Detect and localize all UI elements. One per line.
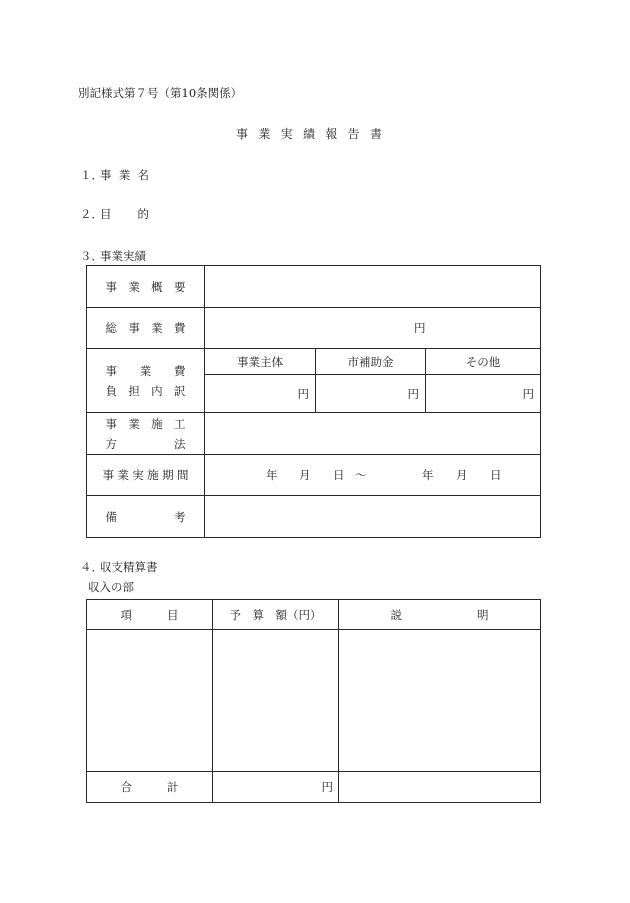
burden-label-line1 <box>106 361 186 381</box>
label-cell <box>87 413 205 455</box>
label-glyph: 間 <box>176 468 189 482</box>
end-year-unit: 年 <box>422 468 434 482</box>
burden-other-value: 円 <box>426 375 541 413</box>
total-cost-label <box>106 321 186 335</box>
period-value <box>205 455 541 496</box>
table-row <box>87 413 541 455</box>
label-glyph: 業 <box>128 279 140 294</box>
label-glyph: 績 <box>302 127 315 141</box>
label-glyph: 告 <box>347 127 360 141</box>
total-cost-value <box>205 308 541 349</box>
item-body-cell <box>87 630 213 772</box>
end-day-unit: 日 <box>490 468 502 482</box>
label-cell <box>87 266 205 308</box>
label-glyph: 法 <box>174 436 186 451</box>
label-glyph: 名 <box>137 168 149 182</box>
label-glyph: 的 <box>137 207 149 221</box>
burden-entity-value: 円 <box>205 375 316 413</box>
form-number: 別記様式第７号（第10条関係） <box>78 86 243 100</box>
total-budget-value: 円 <box>213 772 339 803</box>
label-glyph: 概 <box>151 279 163 294</box>
label-glyph: 実 <box>280 127 293 141</box>
label-glyph: 内 <box>151 383 163 398</box>
label-glyph: 訳 <box>173 383 186 398</box>
label-glyph: 費 <box>173 321 186 335</box>
item-header <box>121 608 179 622</box>
burden-header-entity: 事業主体 <box>205 349 316 375</box>
section-number: ４． <box>80 560 103 574</box>
label-glyph: 工 <box>173 416 186 431</box>
label-cell <box>87 308 205 349</box>
section-3-heading <box>80 249 146 263</box>
remarks-label <box>106 510 186 524</box>
section-number: ２． <box>80 207 103 221</box>
total-label <box>121 780 179 794</box>
label-glyph: 要 <box>173 279 186 294</box>
method-label-line2 <box>106 434 186 454</box>
income-table <box>86 599 541 803</box>
label-glyph: 業 <box>139 363 152 378</box>
total-description-cell <box>339 772 541 803</box>
label-glyph: 担 <box>128 383 140 398</box>
label-glyph: 実 <box>132 468 144 482</box>
table-row <box>87 349 541 375</box>
label-glyph: 事 <box>105 416 117 431</box>
label-glyph: 負 <box>105 383 117 398</box>
description-header <box>391 608 489 622</box>
label-glyph: 業 <box>118 168 131 182</box>
table-total-row <box>87 772 541 803</box>
table-row <box>87 630 541 772</box>
start-month-unit: 月 <box>299 468 311 482</box>
table-header-row <box>87 600 541 630</box>
income-subtitle: 収入の部 <box>88 580 134 594</box>
label-glyph: 考 <box>174 509 186 524</box>
label-glyph: 計 <box>167 780 179 794</box>
label-glyph: 事 <box>105 279 117 294</box>
section-label <box>100 168 149 182</box>
document-title <box>236 127 382 141</box>
method-label-line1 <box>106 414 186 434</box>
project-summary-value <box>205 266 541 308</box>
period-label <box>103 468 189 482</box>
label-glyph: 目 <box>167 607 179 622</box>
label-glyph: 業 <box>258 127 271 141</box>
label-glyph: 項 <box>120 607 132 622</box>
section-number: １． <box>80 168 103 182</box>
start-day-unit: 日 <box>333 468 345 482</box>
burden-header-city-subsidy: 市補助金 <box>316 349 426 375</box>
start-year-unit: 年 <box>266 468 278 482</box>
label-glyph: 明 <box>477 607 489 622</box>
header-cell <box>339 600 541 630</box>
label-glyph: 総 <box>105 321 117 335</box>
section-2-heading <box>80 207 149 221</box>
label-cell <box>87 772 213 803</box>
table-row <box>87 308 541 349</box>
section-label: 収支精算書 <box>100 560 158 574</box>
section-label: 事業実績 <box>100 249 146 263</box>
label-glyph: 事 <box>102 468 114 482</box>
total-cost-unit: 円 <box>414 321 426 335</box>
label-glyph: 業 <box>117 468 129 482</box>
header-cell <box>87 600 213 630</box>
burden-city-subsidy-value: 円 <box>316 375 426 413</box>
label-glyph: 事 <box>105 363 117 378</box>
label-glyph: 期 <box>162 468 174 482</box>
range-separator: 〜 <box>355 468 367 482</box>
label-cell <box>87 496 205 538</box>
label-glyph: 合 <box>120 780 132 794</box>
label-glyph: 事 <box>100 168 112 182</box>
label-glyph: 業 <box>128 416 140 431</box>
label-glyph: 書 <box>369 127 382 141</box>
label-glyph: 事 <box>236 127 249 141</box>
section-label <box>100 207 149 221</box>
table-row <box>87 266 541 308</box>
label-cell <box>87 455 205 496</box>
label-glyph: 方 <box>105 436 117 451</box>
description-body-cell <box>339 630 541 772</box>
project-summary-label <box>106 280 186 294</box>
label-glyph: 事 <box>128 321 140 335</box>
table-row <box>87 496 541 538</box>
burden-label-line2 <box>106 381 186 401</box>
label-glyph: 説 <box>390 607 402 622</box>
end-month-unit: 月 <box>456 468 468 482</box>
section-number: ３． <box>80 249 103 263</box>
budget-header: 予 算 額（円） <box>213 600 339 630</box>
label-glyph: 施 <box>147 468 159 482</box>
label-glyph: 目 <box>100 207 112 221</box>
section-4-heading <box>80 560 158 574</box>
label-glyph: 報 <box>325 127 338 141</box>
label-glyph: 施 <box>151 416 163 431</box>
table-row <box>87 455 541 496</box>
method-value <box>205 413 541 455</box>
project-results-table <box>86 265 541 538</box>
label-glyph: 業 <box>151 321 163 335</box>
period-date-range <box>205 468 540 482</box>
section-1-heading <box>80 168 149 182</box>
label-glyph: 費 <box>174 363 186 378</box>
label-cell <box>87 349 205 413</box>
label-glyph: 備 <box>105 509 117 524</box>
budget-body-cell <box>213 630 339 772</box>
remarks-value <box>205 496 541 538</box>
burden-header-other: その他 <box>426 349 541 375</box>
